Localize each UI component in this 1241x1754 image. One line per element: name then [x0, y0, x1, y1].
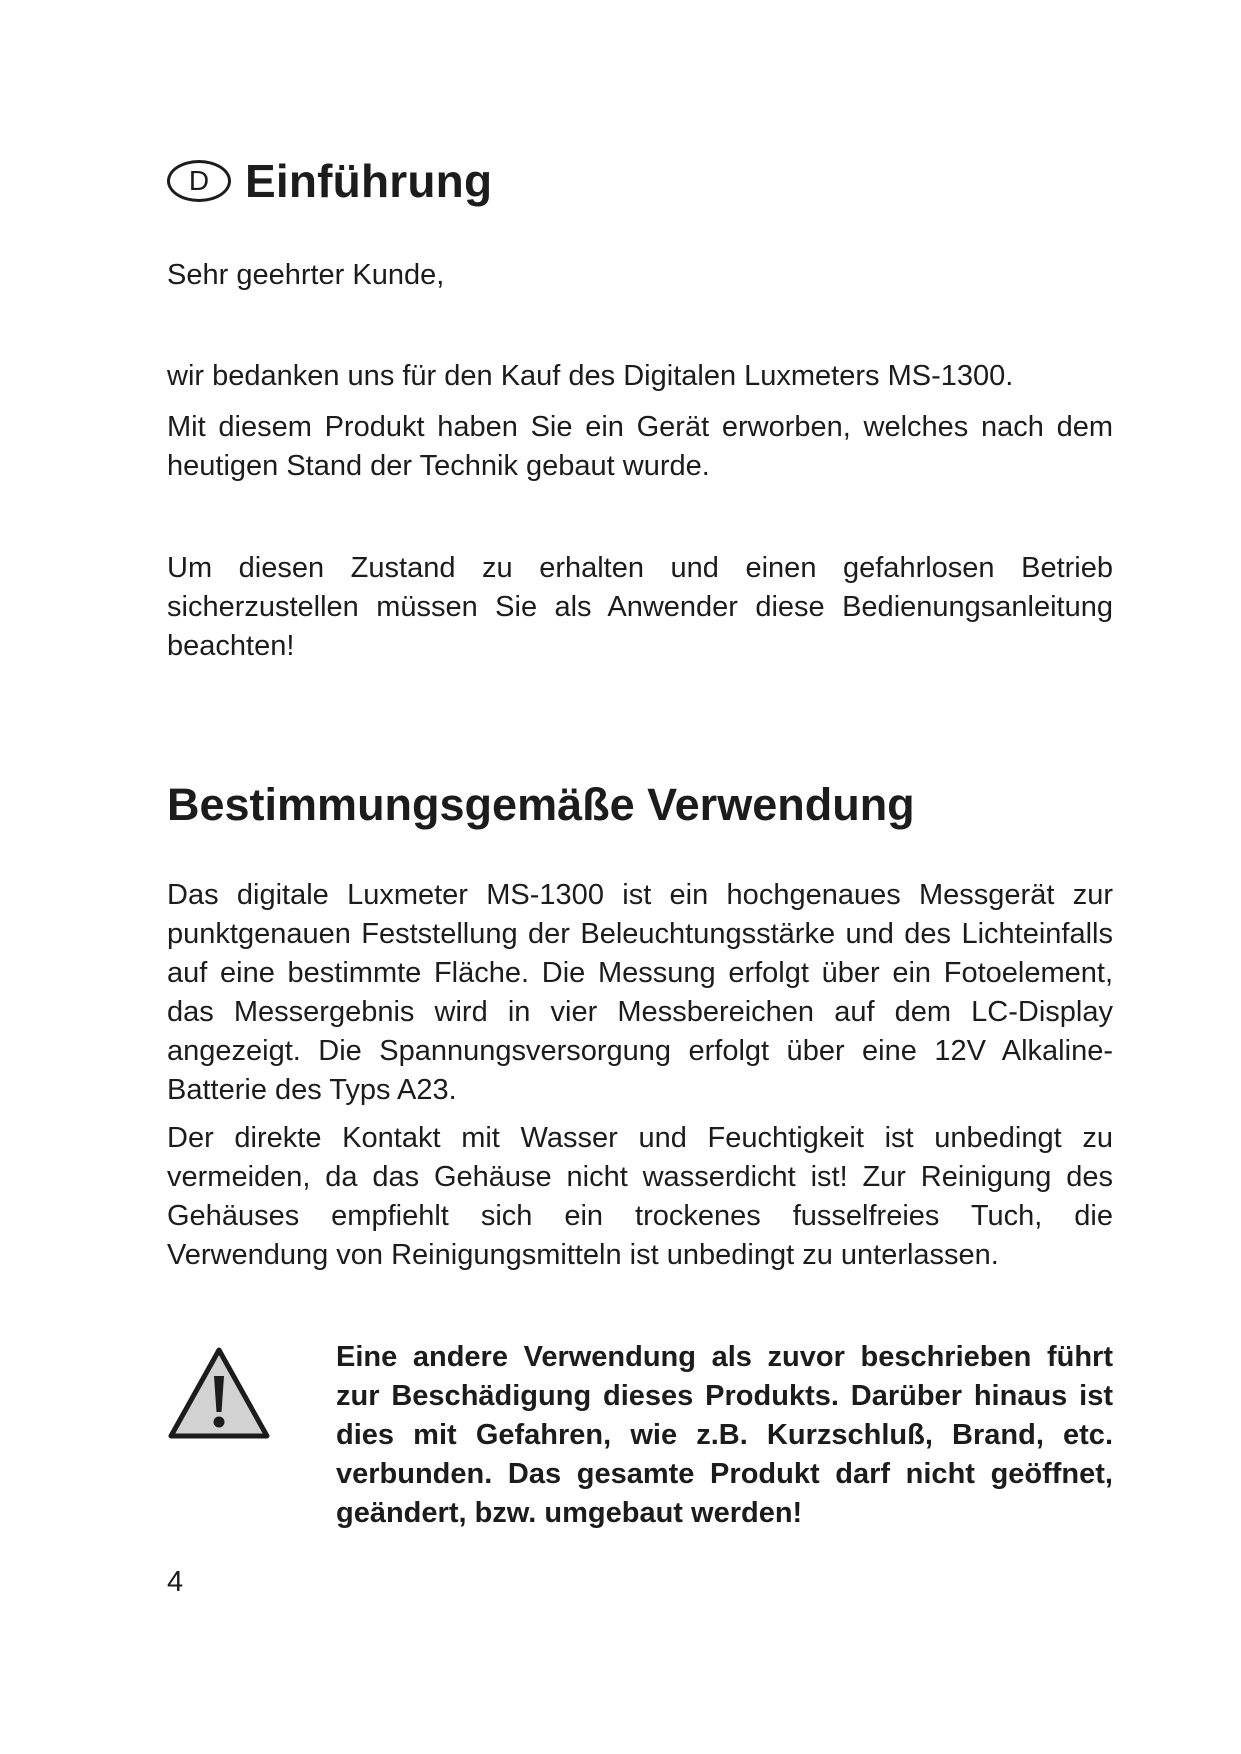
section-title-intended-use: Bestimmungsgemäße Verwendung	[167, 779, 915, 830]
intended-use-paragraph-2: Der direkte Kontakt mit Wasser und Feuchtigkeit ist unbedingt zu vermeiden, da das Gehäuse nicht wasserdicht ist! Zur Reinigung des Gehäuses empfiehlt sich ein trockenes fusselfreies Tuch, die Verwendung von Reinigungsmitteln ist unbedingt zu unterlassen.	[167, 1122, 1113, 1271]
greeting: Sehr geehrter Kunde,	[167, 259, 445, 291]
section-heading-introduction	[167, 155, 493, 207]
page-number: 4	[167, 1566, 184, 1598]
intro-paragraph-1: wir bedanken uns für den Kauf des Digitalen Luxmeters MS-1300.	[167, 360, 1014, 392]
warning-text: Eine andere Verwendung als zuvor beschrieben führt zur Beschädigung dieses Produkts. Darüber hinaus ist dies mit Gefahren, wie z.B. Kurzschluß, Brand, etc. verbunden. Das gesamte Produkt darf nicht geöffnet, geändert, bzw. umgebaut werden!	[336, 1341, 1113, 1529]
intro-paragraph-3: Um diesen Zustand zu erhalten und einen gefahrlosen Betrieb sicherzustellen müssen Sie als Anwender diese Bedienungsanleitung beachten!	[167, 552, 1113, 662]
intended-use-paragraph-1: Das digitale Luxmeter MS-1300 ist ein hochgenaues Messgerät zur punktgenauen Feststellung der Beleuchtungsstärke und des Lichteinfalls auf eine bestimmte Fläche. Die Messung erfolgt über ein Fotoelement, das Messergebnis wird in vier Messbereichen auf dem LC-Display angezeigt. Die Spannungsversorgung erfolgt über eine 12V Alkaline-Batterie des Typs A23.	[167, 879, 1113, 1106]
language-badge: D	[167, 160, 231, 202]
warning-triangle-icon	[167, 1346, 271, 1442]
warning-block	[167, 1338, 1113, 1529]
intro-paragraph-2: Mit diesem Produkt haben Sie ein Gerät erworben, welches nach dem heutigen Stand der Technik gebaut wurde.	[167, 411, 1113, 482]
section-title-introduction: Einführung	[245, 155, 493, 207]
